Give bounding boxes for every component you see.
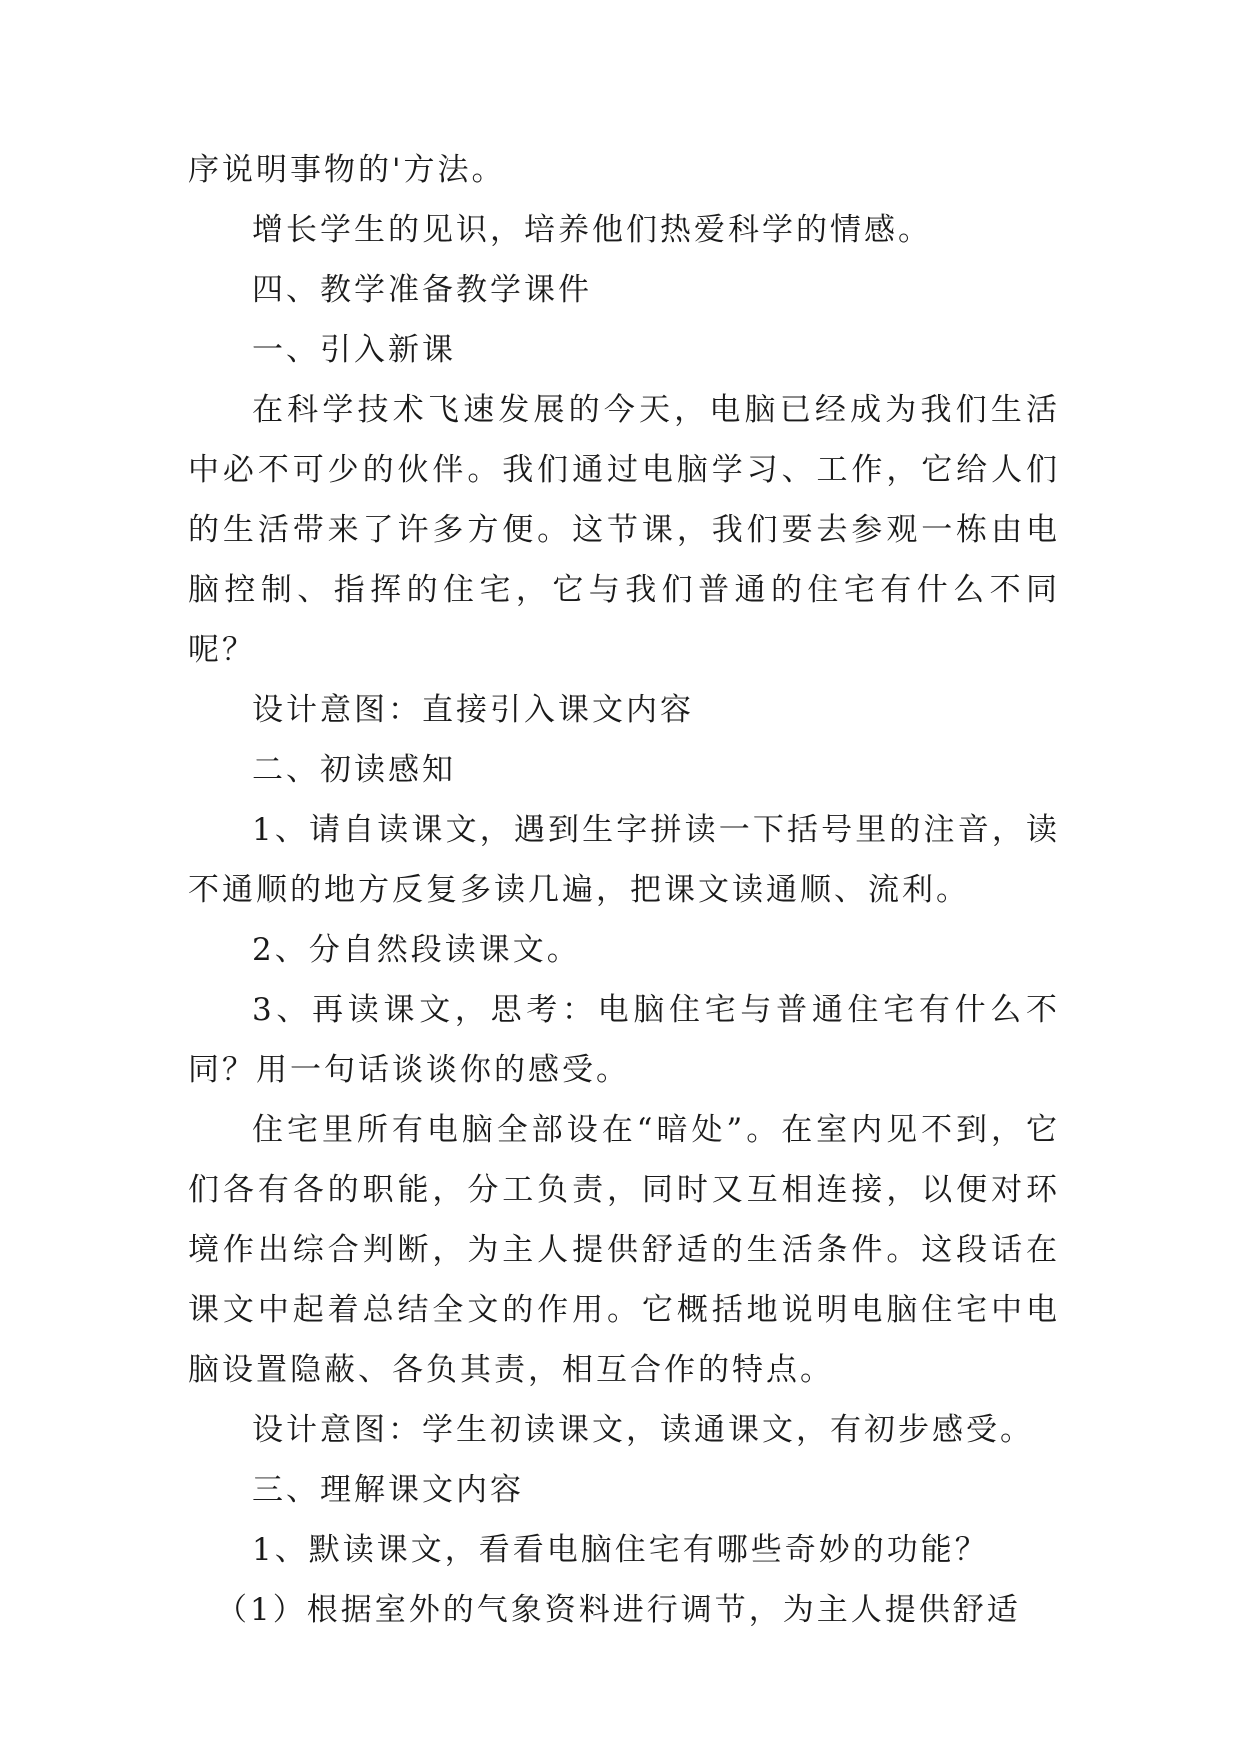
section-heading-understanding: 三、理解课文内容 xyxy=(252,1472,524,1508)
section-heading-first-reading: 二、初读感知 xyxy=(252,752,456,788)
section-heading-preparation: 四、教学准备教学课件 xyxy=(252,272,592,308)
sub-item-1: （1）根据室外的气象资料进行调节，为主人提供舒适 xyxy=(216,1592,1021,1628)
question-1: 1、默读课文，看看电脑住宅有哪些奇妙的功能？ xyxy=(252,1532,989,1568)
paragraph-summary: 住宅里所有电脑全部设在“暗处”。在室内见不到，它们各有各的职能，分工负责，同时又互相连接，以便对环境作出综合判断，为主人提供舒适的生活条件。这段话在课文中起着总结全文的作用。它概括地说明电脑住宅中电脑设置隐蔽、各负其责，相互合作的特点。 xyxy=(188,1112,1060,1388)
step-2: 2、分自然段读课文。 xyxy=(252,932,581,968)
paragraph-2: 增长学生的见识，培养他们热爱科学的情感。 xyxy=(252,212,932,248)
section-heading-intro: 一、引入新课 xyxy=(252,332,456,368)
step-3: 3、再读课文，思考：电脑住宅与普通住宅有什么不同？用一句话谈谈你的感受。 xyxy=(188,992,1060,1088)
document-page xyxy=(188,140,1060,1640)
paragraph-intro-body: 在科学技术飞速发展的今天，电脑已经成为我们生活中必不可少的伙伴。我们通过电脑学习、工作，它给人们的生活带来了许多方便。这节课，我们要去参观一栋由电脑控制、指挥的住宅，它与我们普通的住宅有什么不同呢？ xyxy=(188,392,1060,668)
design-intent-2: 设计意图：学生初读课文，读通课文，有初步感受。 xyxy=(252,1412,1034,1448)
design-intent-1: 设计意图：直接引入课文内容 xyxy=(252,692,694,728)
paragraph-1: 序说明事物的'方法。 xyxy=(188,152,506,188)
step-1: 1、请自读课文，遇到生字拼读一下括号里的注音，读不通顺的地方反复多读几遍，把课文读通顺、流利。 xyxy=(188,812,1060,908)
